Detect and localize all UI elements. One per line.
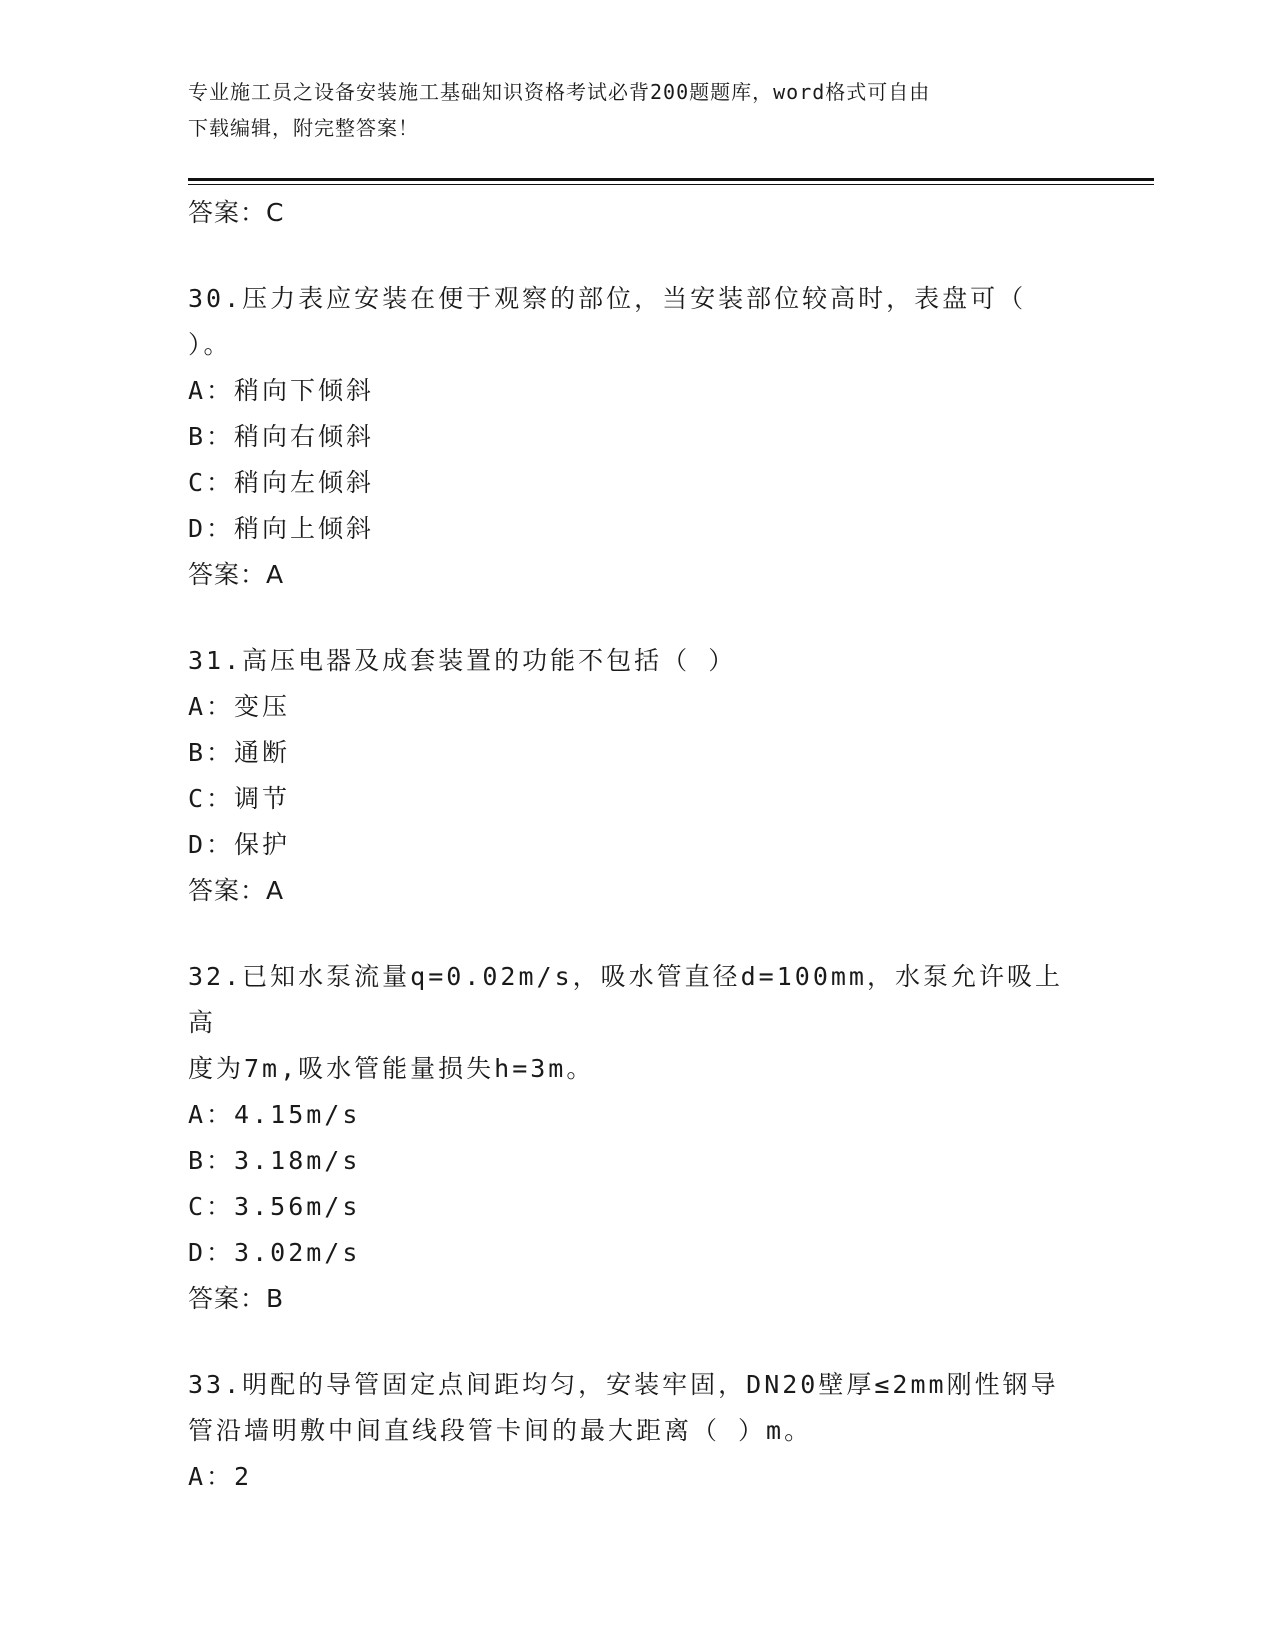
spacer	[188, 236, 1088, 276]
question-30-option-b: B：稍向右倾斜	[188, 422, 375, 451]
question-33-text-line-2: 管沿墙明敷中间直线段管卡间的最大距离（ ）m。	[188, 1416, 813, 1445]
question-32-text-line-2: 度为7m,吸水管能量损失h=3m。	[188, 1054, 595, 1083]
document-header	[188, 74, 1088, 146]
header-line-2: 下载编辑，附完整答案！	[188, 116, 419, 140]
question-31-option-d: D：保护	[188, 830, 291, 859]
question-33-option-a: A：2	[188, 1462, 253, 1491]
question-31-answer: 答案：A	[188, 876, 285, 905]
question-31-option-a: A：变压	[188, 692, 291, 721]
question-32-option-a: A：4.15m/s	[188, 1100, 361, 1129]
question-31-option-c: C：调节	[188, 784, 291, 813]
spacer	[188, 914, 1088, 954]
question-32	[188, 954, 1088, 1322]
question-31-text-line-1: 31.高压电器及成套装置的功能不包括（ ）	[188, 646, 737, 675]
question-30	[188, 276, 1088, 598]
question-30-text-line-2: ）。	[188, 330, 232, 359]
question-32-text-line-1: 32.已知水泵流量q=0.02m/s，吸水管直径d=100mm，水泵允许吸上高	[188, 962, 1063, 1037]
question-30-text-line-1: 30.压力表应安装在便于观察的部位，当安装部位较高时，表盘可（	[188, 284, 1027, 313]
question-30-option-d: D：稍向上倾斜	[188, 514, 375, 543]
header-rule-thick	[188, 178, 1154, 181]
spacer	[188, 1322, 1088, 1362]
question-33	[188, 1362, 1088, 1500]
question-30-answer: 答案：A	[188, 560, 285, 589]
document-body	[188, 190, 1088, 1500]
question-33-text-line-1: 33.明配的导管固定点间距均匀，安装牢固，DN20壁厚≤2mm刚性钢导	[188, 1370, 1059, 1399]
header-rule-thin	[188, 184, 1154, 185]
question-32-option-d: D：3.02m/s	[188, 1238, 361, 1267]
question-32-option-c: C：3.56m/s	[188, 1192, 361, 1221]
question-32-option-b: B：3.18m/s	[188, 1146, 361, 1175]
question-31-option-b: B：通断	[188, 738, 291, 767]
question-32-answer: 答案：B	[188, 1284, 285, 1313]
spacer	[188, 598, 1088, 638]
header-line-1: 专业施工员之设备安装施工基础知识资格考试必背200题题库，word格式可自由	[188, 80, 931, 104]
question-30-option-a: A：稍向下倾斜	[188, 376, 375, 405]
question-30-option-c: C：稍向左倾斜	[188, 468, 375, 497]
answer-29: 答案：C	[188, 198, 285, 227]
question-31	[188, 638, 1088, 914]
